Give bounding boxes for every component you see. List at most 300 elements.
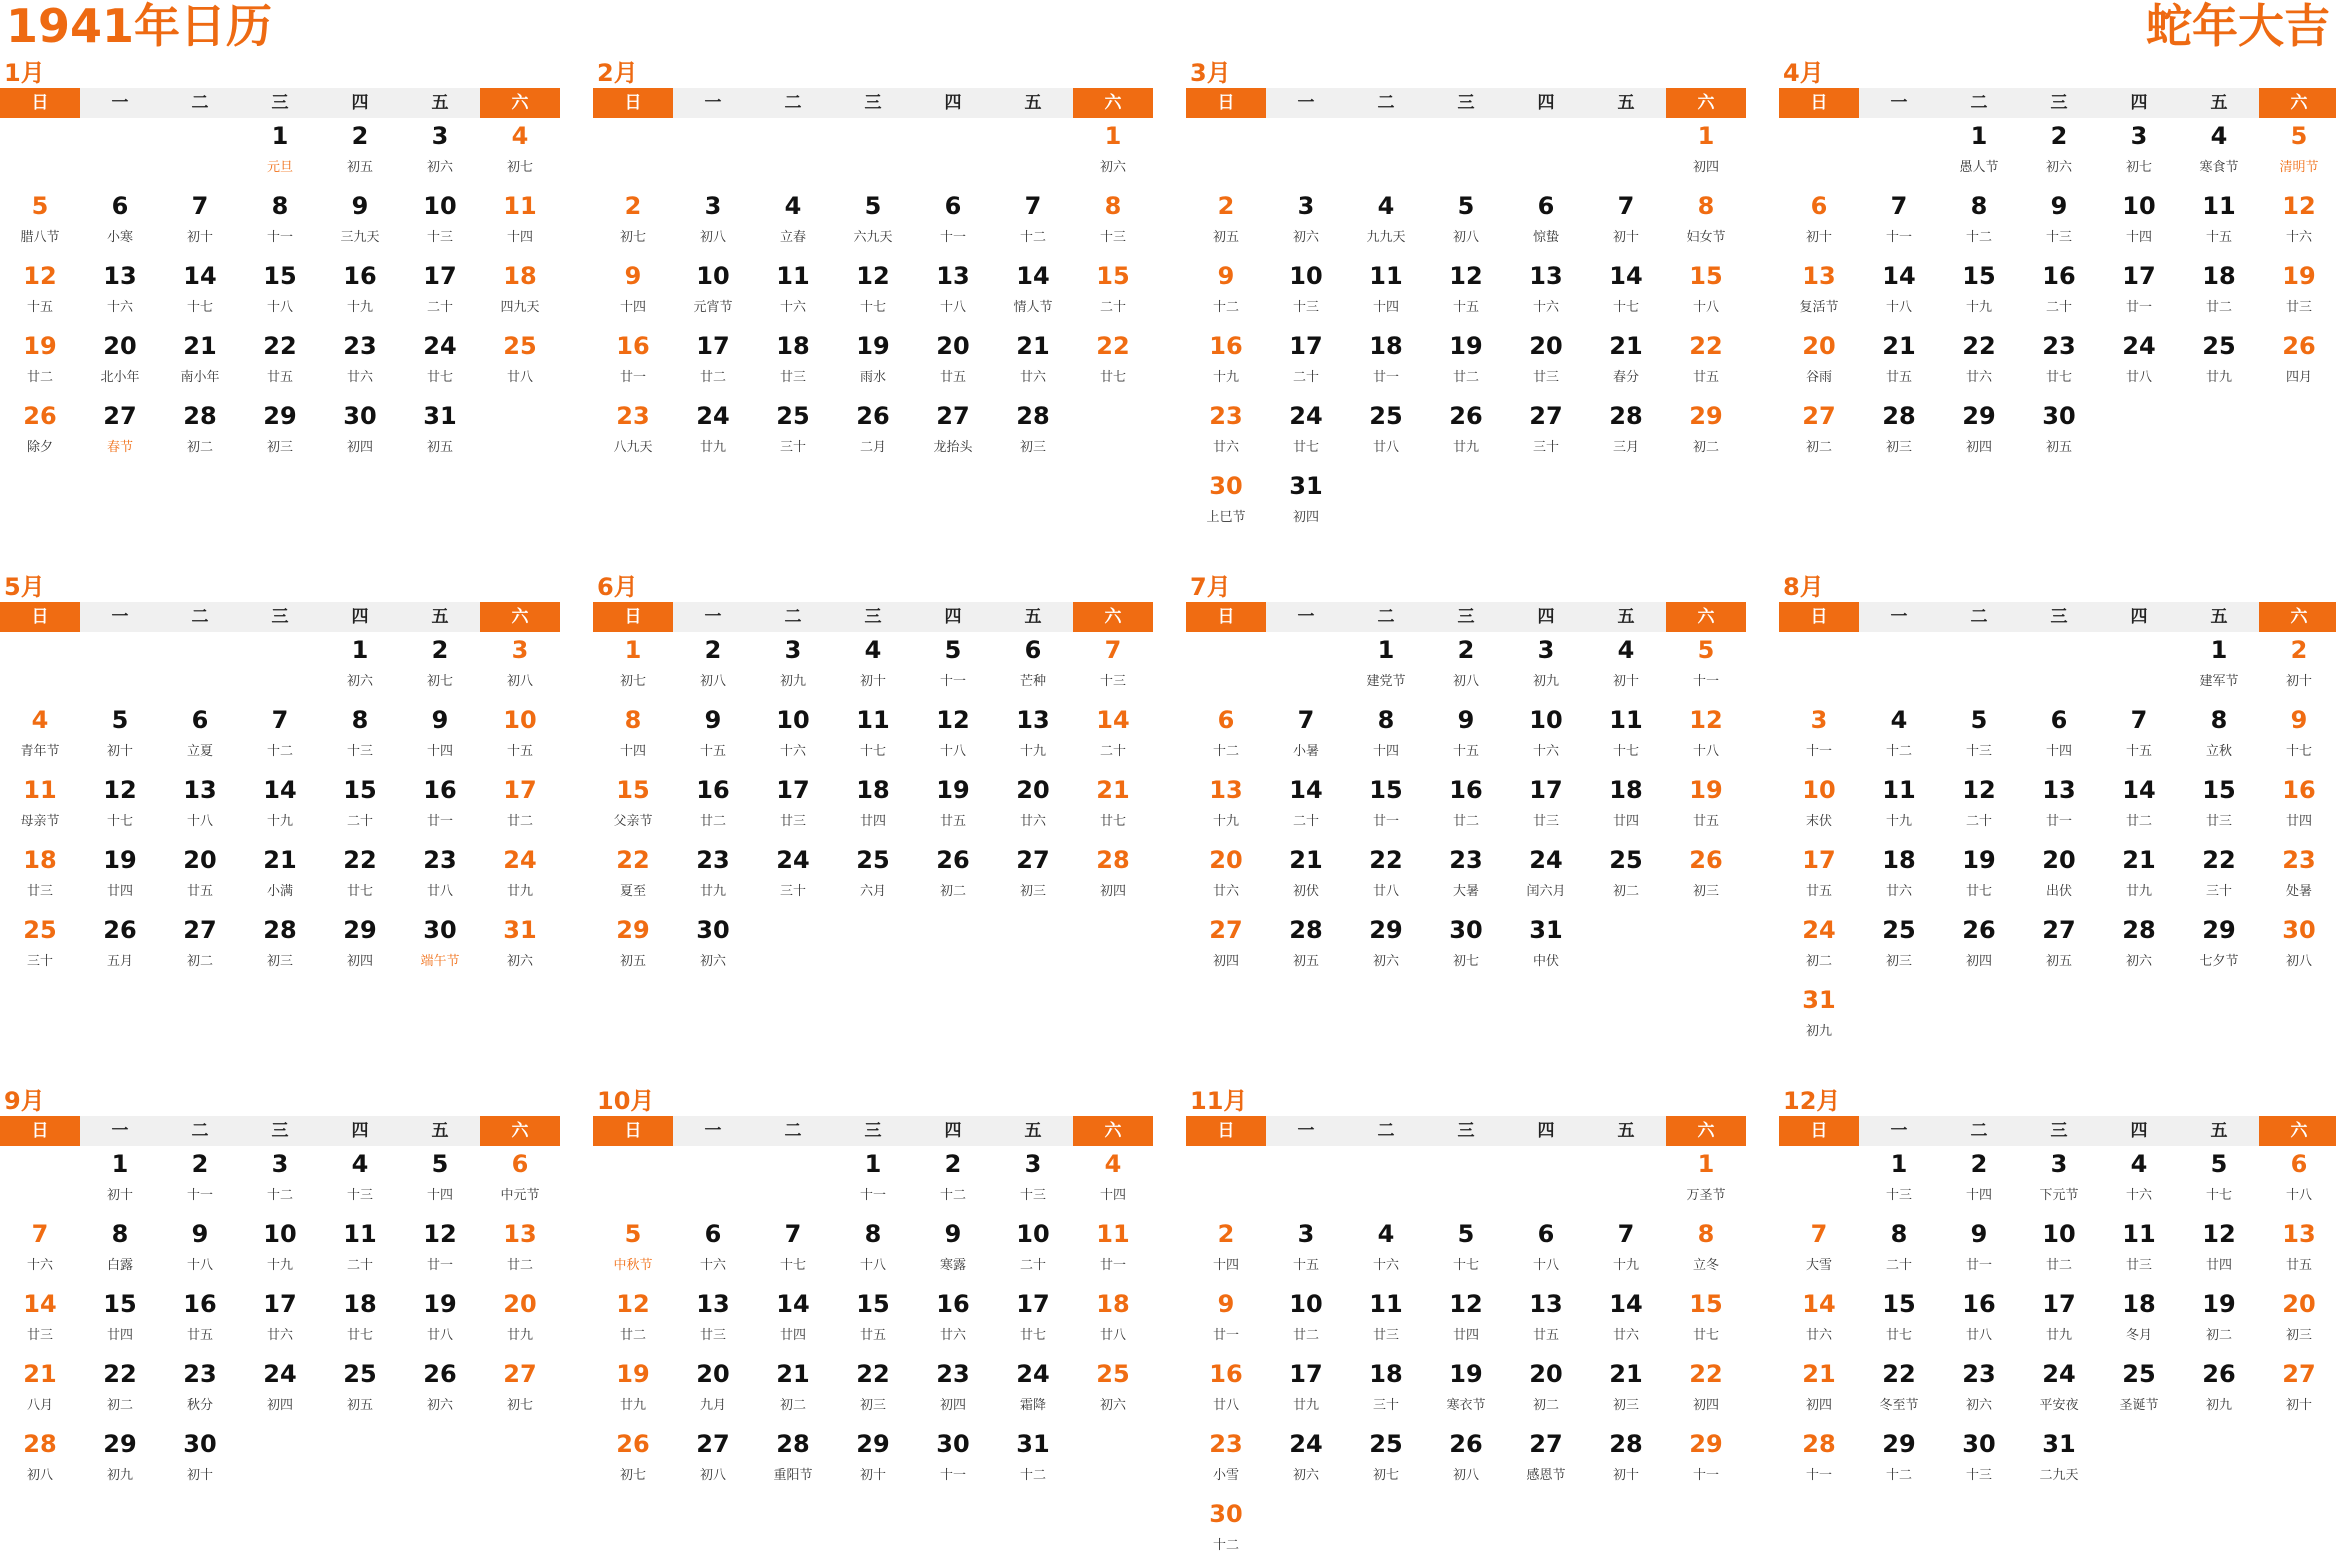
date-cell[interactable] [1666,772,1746,842]
date-cell[interactable] [1346,328,1426,398]
date-cell[interactable] [833,328,913,398]
date-cell[interactable] [1186,1356,1266,1426]
date-cell[interactable] [400,258,480,328]
date-cell[interactable] [1346,842,1426,912]
date-cell[interactable] [673,398,753,468]
date-cell[interactable] [2099,1216,2179,1286]
date-cell[interactable] [160,1286,240,1356]
date-cell[interactable] [673,328,753,398]
date-cell[interactable] [753,1426,833,1496]
date-cell[interactable] [480,1146,560,1216]
date-cell[interactable] [480,842,560,912]
date-cell[interactable] [1186,842,1266,912]
date-cell[interactable] [993,702,1073,772]
date-cell[interactable] [480,702,560,772]
date-cell[interactable] [1666,1286,1746,1356]
date-cell[interactable] [400,1286,480,1356]
date-cell[interactable] [1073,842,1153,912]
date-cell[interactable] [2259,1216,2336,1286]
date-cell[interactable] [1073,118,1153,188]
date-cell[interactable] [1506,1356,1586,1426]
date-cell[interactable] [2259,702,2336,772]
date-cell[interactable] [593,702,673,772]
date-cell[interactable] [1779,1426,1859,1496]
date-cell[interactable] [1266,398,1346,468]
date-cell[interactable] [1186,328,1266,398]
date-cell[interactable] [1666,1356,1746,1426]
date-cell[interactable] [2259,328,2336,398]
date-cell[interactable] [480,1286,560,1356]
date-cell[interactable] [1666,398,1746,468]
date-cell[interactable] [2099,1146,2179,1216]
date-cell[interactable] [400,1216,480,1286]
date-cell[interactable] [240,1356,320,1426]
date-cell[interactable] [1859,398,1939,468]
date-cell[interactable] [1859,1286,1939,1356]
date-cell[interactable] [160,1426,240,1496]
date-cell[interactable] [1073,1286,1153,1356]
date-cell[interactable] [593,398,673,468]
date-cell[interactable] [1779,1356,1859,1426]
date-cell[interactable] [1506,772,1586,842]
date-cell[interactable] [2019,398,2099,468]
date-cell[interactable] [993,842,1073,912]
date-cell[interactable] [1073,1216,1153,1286]
date-cell[interactable] [1073,632,1153,702]
date-cell[interactable] [0,1286,80,1356]
date-cell[interactable] [593,1356,673,1426]
date-cell[interactable] [833,1146,913,1216]
date-cell[interactable] [1779,912,1859,982]
date-cell[interactable] [1939,1356,2019,1426]
date-cell[interactable] [1266,702,1346,772]
date-cell[interactable] [320,258,400,328]
date-cell[interactable] [1346,632,1426,702]
date-cell[interactable] [1666,328,1746,398]
date-cell[interactable] [2179,702,2259,772]
date-cell[interactable] [993,1146,1073,1216]
date-cell[interactable] [1939,258,2019,328]
date-cell[interactable] [2099,328,2179,398]
date-cell[interactable] [1186,702,1266,772]
date-cell[interactable] [1506,842,1586,912]
date-cell[interactable] [320,398,400,468]
date-cell[interactable] [1073,328,1153,398]
date-cell[interactable] [913,188,993,258]
date-cell[interactable] [1346,188,1426,258]
date-cell[interactable] [1346,912,1426,982]
date-cell[interactable] [1939,1146,2019,1216]
date-cell[interactable] [993,1216,1073,1286]
date-cell[interactable] [1586,1426,1666,1496]
date-cell[interactable] [2259,632,2336,702]
date-cell[interactable] [1426,1286,1506,1356]
date-cell[interactable] [1779,842,1859,912]
date-cell[interactable] [1939,842,2019,912]
date-cell[interactable] [1186,1426,1266,1496]
date-cell[interactable] [2179,1216,2259,1286]
date-cell[interactable] [1426,398,1506,468]
date-cell[interactable] [2179,188,2259,258]
date-cell[interactable] [1666,1146,1746,1216]
date-cell[interactable] [593,328,673,398]
date-cell[interactable] [1666,1426,1746,1496]
date-cell[interactable] [480,772,560,842]
date-cell[interactable] [833,258,913,328]
date-cell[interactable] [1506,912,1586,982]
date-cell[interactable] [993,328,1073,398]
date-cell[interactable] [1266,468,1346,538]
date-cell[interactable] [240,702,320,772]
date-cell[interactable] [0,258,80,328]
date-cell[interactable] [913,702,993,772]
date-cell[interactable] [913,1146,993,1216]
date-cell[interactable] [1586,398,1666,468]
date-cell[interactable] [913,1286,993,1356]
date-cell[interactable] [2099,772,2179,842]
date-cell[interactable] [1586,702,1666,772]
date-cell[interactable] [80,1146,160,1216]
date-cell[interactable] [2259,258,2336,328]
date-cell[interactable] [1346,702,1426,772]
date-cell[interactable] [1939,772,2019,842]
date-cell[interactable] [1506,1216,1586,1286]
date-cell[interactable] [320,328,400,398]
date-cell[interactable] [80,258,160,328]
date-cell[interactable] [1346,1286,1426,1356]
date-cell[interactable] [2179,118,2259,188]
date-cell[interactable] [753,1286,833,1356]
date-cell[interactable] [2019,1356,2099,1426]
date-cell[interactable] [1506,328,1586,398]
date-cell[interactable] [0,1426,80,1496]
date-cell[interactable] [673,1286,753,1356]
date-cell[interactable] [1666,258,1746,328]
date-cell[interactable] [320,188,400,258]
date-cell[interactable] [320,702,400,772]
date-cell[interactable] [1186,772,1266,842]
date-cell[interactable] [833,772,913,842]
date-cell[interactable] [913,1216,993,1286]
date-cell[interactable] [593,188,673,258]
date-cell[interactable] [320,1146,400,1216]
date-cell[interactable] [1266,1216,1346,1286]
date-cell[interactable] [673,1216,753,1286]
date-cell[interactable] [240,258,320,328]
date-cell[interactable] [1939,1216,2019,1286]
date-cell[interactable] [593,772,673,842]
date-cell[interactable] [913,398,993,468]
date-cell[interactable] [593,1216,673,1286]
date-cell[interactable] [240,1286,320,1356]
date-cell[interactable] [480,1356,560,1426]
date-cell[interactable] [160,258,240,328]
date-cell[interactable] [673,702,753,772]
date-cell[interactable] [1346,398,1426,468]
date-cell[interactable] [160,912,240,982]
date-cell[interactable] [240,1146,320,1216]
date-cell[interactable] [2019,772,2099,842]
date-cell[interactable] [2099,1286,2179,1356]
date-cell[interactable] [240,118,320,188]
date-cell[interactable] [1939,188,2019,258]
date-cell[interactable] [993,258,1073,328]
date-cell[interactable] [1939,398,2019,468]
date-cell[interactable] [1426,258,1506,328]
date-cell[interactable] [2179,632,2259,702]
date-cell[interactable] [160,188,240,258]
date-cell[interactable] [80,1426,160,1496]
date-cell[interactable] [400,398,480,468]
date-cell[interactable] [1859,258,1939,328]
date-cell[interactable] [2259,188,2336,258]
date-cell[interactable] [1426,702,1506,772]
date-cell[interactable] [2019,702,2099,772]
date-cell[interactable] [1266,1426,1346,1496]
date-cell[interactable] [1346,258,1426,328]
date-cell[interactable] [160,1356,240,1426]
date-cell[interactable] [160,842,240,912]
date-cell[interactable] [320,118,400,188]
date-cell[interactable] [593,632,673,702]
date-cell[interactable] [913,772,993,842]
date-cell[interactable] [1073,1146,1153,1216]
date-cell[interactable] [1506,632,1586,702]
date-cell[interactable] [993,632,1073,702]
date-cell[interactable] [753,772,833,842]
date-cell[interactable] [2179,1146,2259,1216]
date-cell[interactable] [1186,258,1266,328]
date-cell[interactable] [1186,188,1266,258]
date-cell[interactable] [993,1286,1073,1356]
date-cell[interactable] [2099,702,2179,772]
date-cell[interactable] [1073,702,1153,772]
date-cell[interactable] [1666,188,1746,258]
date-cell[interactable] [240,188,320,258]
date-cell[interactable] [593,258,673,328]
date-cell[interactable] [0,772,80,842]
date-cell[interactable] [1426,188,1506,258]
date-cell[interactable] [1859,772,1939,842]
date-cell[interactable] [160,702,240,772]
date-cell[interactable] [1779,258,1859,328]
date-cell[interactable] [1939,1286,2019,1356]
date-cell[interactable] [1506,1426,1586,1496]
date-cell[interactable] [320,632,400,702]
date-cell[interactable] [673,632,753,702]
date-cell[interactable] [753,632,833,702]
date-cell[interactable] [1266,1356,1346,1426]
date-cell[interactable] [320,1216,400,1286]
date-cell[interactable] [80,398,160,468]
date-cell[interactable] [1186,468,1266,538]
date-cell[interactable] [1859,1356,1939,1426]
date-cell[interactable] [1779,772,1859,842]
date-cell[interactable] [593,842,673,912]
date-cell[interactable] [240,1216,320,1286]
date-cell[interactable] [2259,1286,2336,1356]
date-cell[interactable] [80,842,160,912]
date-cell[interactable] [2099,188,2179,258]
date-cell[interactable] [1779,702,1859,772]
date-cell[interactable] [1859,702,1939,772]
date-cell[interactable] [1859,188,1939,258]
date-cell[interactable] [1266,188,1346,258]
date-cell[interactable] [0,1216,80,1286]
date-cell[interactable] [1186,1496,1266,1565]
date-cell[interactable] [1779,188,1859,258]
date-cell[interactable] [240,328,320,398]
date-cell[interactable] [2179,842,2259,912]
date-cell[interactable] [673,258,753,328]
date-cell[interactable] [1586,258,1666,328]
date-cell[interactable] [1426,842,1506,912]
date-cell[interactable] [1426,1216,1506,1286]
date-cell[interactable] [1266,328,1346,398]
date-cell[interactable] [0,188,80,258]
date-cell[interactable] [753,842,833,912]
date-cell[interactable] [1586,328,1666,398]
date-cell[interactable] [673,1426,753,1496]
date-cell[interactable] [1346,772,1426,842]
date-cell[interactable] [0,398,80,468]
date-cell[interactable] [673,1356,753,1426]
date-cell[interactable] [400,772,480,842]
date-cell[interactable] [993,1426,1073,1496]
date-cell[interactable] [2259,118,2336,188]
date-cell[interactable] [2259,912,2336,982]
date-cell[interactable] [2179,772,2259,842]
date-cell[interactable] [400,118,480,188]
date-cell[interactable] [833,632,913,702]
date-cell[interactable] [593,912,673,982]
date-cell[interactable] [1586,188,1666,258]
date-cell[interactable] [1346,1426,1426,1496]
date-cell[interactable] [1426,1426,1506,1496]
date-cell[interactable] [480,632,560,702]
date-cell[interactable] [2019,1426,2099,1496]
date-cell[interactable] [1586,1216,1666,1286]
date-cell[interactable] [400,328,480,398]
date-cell[interactable] [2099,912,2179,982]
date-cell[interactable] [400,702,480,772]
date-cell[interactable] [400,188,480,258]
date-cell[interactable] [1506,258,1586,328]
date-cell[interactable] [1073,772,1153,842]
date-cell[interactable] [2019,188,2099,258]
date-cell[interactable] [913,1426,993,1496]
date-cell[interactable] [1586,632,1666,702]
date-cell[interactable] [240,772,320,842]
date-cell[interactable] [993,1356,1073,1426]
date-cell[interactable] [2259,842,2336,912]
date-cell[interactable] [240,398,320,468]
date-cell[interactable] [2179,1286,2259,1356]
date-cell[interactable] [400,1356,480,1426]
date-cell[interactable] [1859,328,1939,398]
date-cell[interactable] [753,258,833,328]
date-cell[interactable] [1266,842,1346,912]
date-cell[interactable] [0,1356,80,1426]
date-cell[interactable] [833,1216,913,1286]
date-cell[interactable] [1666,632,1746,702]
date-cell[interactable] [1779,328,1859,398]
date-cell[interactable] [1939,328,2019,398]
date-cell[interactable] [1073,258,1153,328]
date-cell[interactable] [673,912,753,982]
date-cell[interactable] [2099,1356,2179,1426]
date-cell[interactable] [2019,912,2099,982]
date-cell[interactable] [1186,1216,1266,1286]
date-cell[interactable] [753,1216,833,1286]
date-cell[interactable] [2179,328,2259,398]
date-cell[interactable] [80,1356,160,1426]
date-cell[interactable] [0,702,80,772]
date-cell[interactable] [1426,912,1506,982]
date-cell[interactable] [1586,842,1666,912]
date-cell[interactable] [993,772,1073,842]
date-cell[interactable] [1186,398,1266,468]
date-cell[interactable] [913,328,993,398]
date-cell[interactable] [593,1426,673,1496]
date-cell[interactable] [1779,982,1859,1052]
date-cell[interactable] [2259,1356,2336,1426]
date-cell[interactable] [673,188,753,258]
date-cell[interactable] [1506,1286,1586,1356]
date-cell[interactable] [80,772,160,842]
date-cell[interactable] [913,258,993,328]
date-cell[interactable] [0,912,80,982]
date-cell[interactable] [2179,258,2259,328]
date-cell[interactable] [833,1426,913,1496]
date-cell[interactable] [160,1146,240,1216]
date-cell[interactable] [1586,772,1666,842]
date-cell[interactable] [240,842,320,912]
date-cell[interactable] [673,842,753,912]
date-cell[interactable] [2099,842,2179,912]
date-cell[interactable] [753,1356,833,1426]
date-cell[interactable] [1506,398,1586,468]
date-cell[interactable] [1186,912,1266,982]
date-cell[interactable] [1266,258,1346,328]
date-cell[interactable] [2019,1216,2099,1286]
date-cell[interactable] [1779,398,1859,468]
date-cell[interactable] [2099,258,2179,328]
date-cell[interactable] [1506,702,1586,772]
date-cell[interactable] [1859,1426,1939,1496]
date-cell[interactable] [1939,118,2019,188]
date-cell[interactable] [1779,1216,1859,1286]
date-cell[interactable] [0,328,80,398]
date-cell[interactable] [1346,1356,1426,1426]
date-cell[interactable] [1666,842,1746,912]
date-cell[interactable] [1586,1286,1666,1356]
date-cell[interactable] [593,1286,673,1356]
date-cell[interactable] [2019,842,2099,912]
date-cell[interactable] [1266,772,1346,842]
date-cell[interactable] [160,1216,240,1286]
date-cell[interactable] [1939,1426,2019,1496]
date-cell[interactable] [2019,1286,2099,1356]
date-cell[interactable] [2019,118,2099,188]
date-cell[interactable] [2019,328,2099,398]
date-cell[interactable] [993,398,1073,468]
date-cell[interactable] [480,258,560,328]
date-cell[interactable] [480,1216,560,1286]
date-cell[interactable] [400,842,480,912]
date-cell[interactable] [833,188,913,258]
date-cell[interactable] [753,702,833,772]
